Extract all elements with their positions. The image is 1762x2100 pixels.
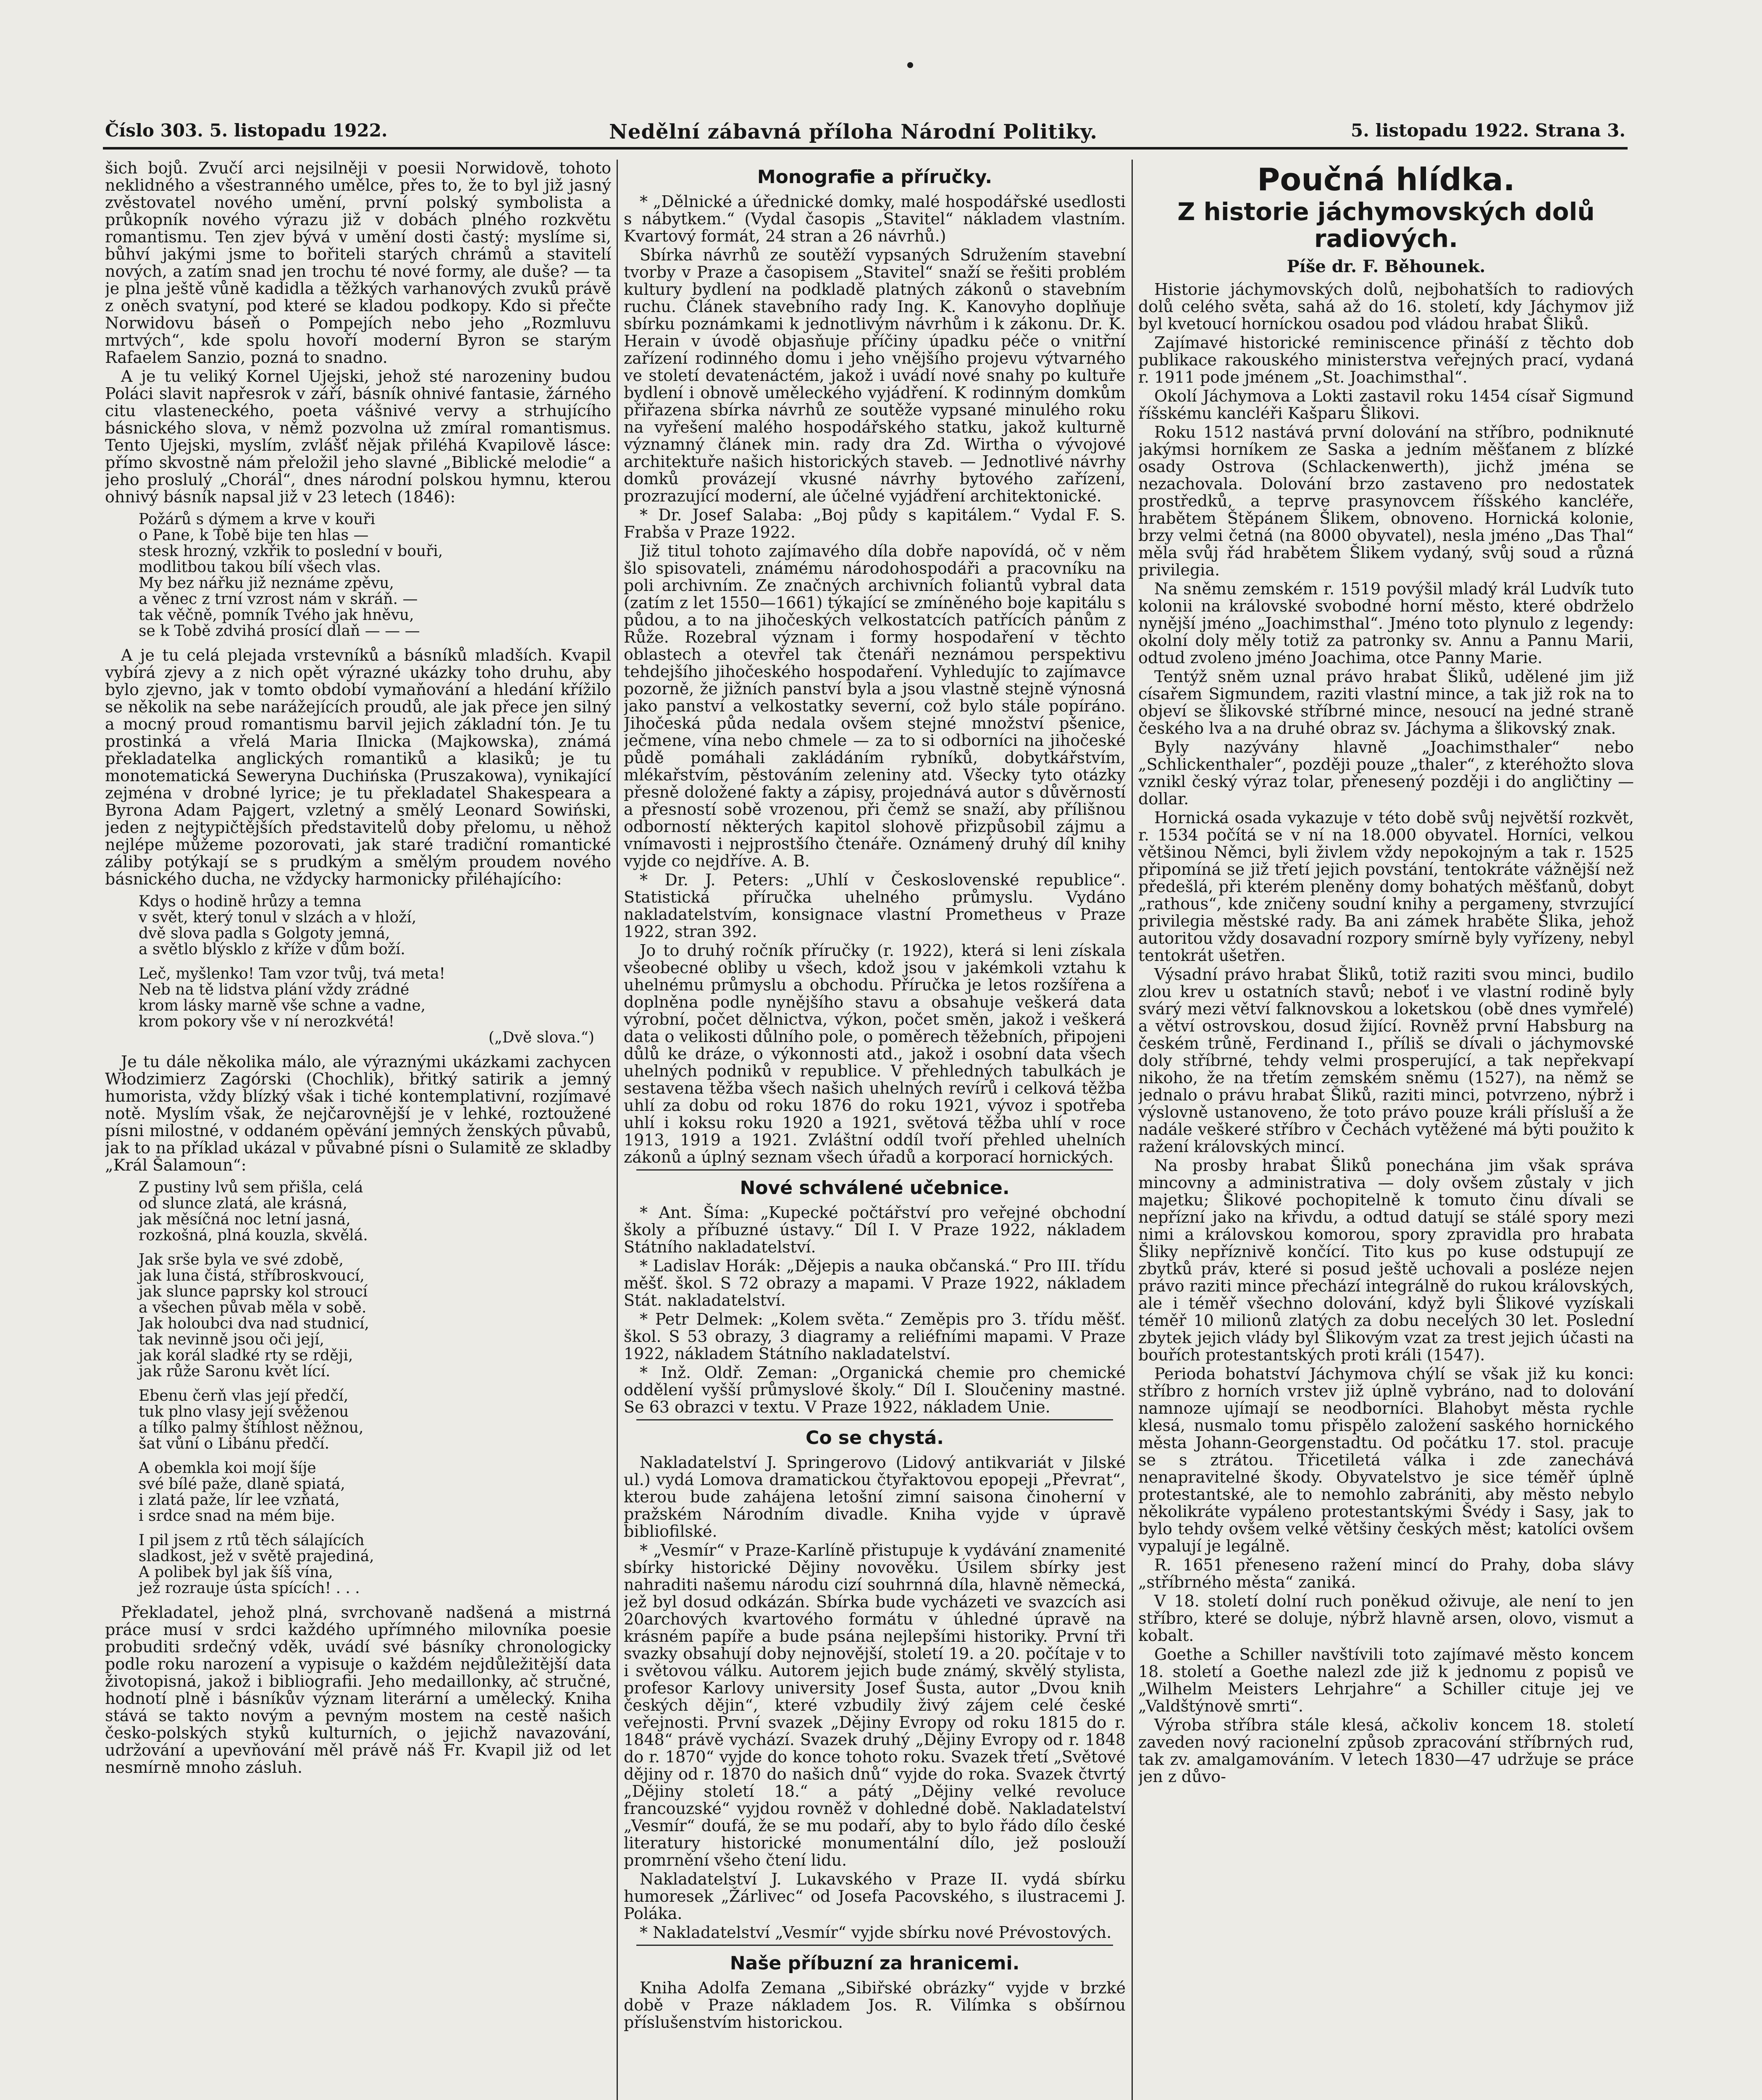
poem-line: A obemkla koi mojí šíje <box>139 1460 316 1477</box>
supplement-title: Nedělní zábavná příloha Národní Politiky. <box>609 120 1098 144</box>
poem-line: sladkost, jež v světě prajediná, <box>139 1548 374 1565</box>
poem-line: dvě slova padla s Golgoty jemná, <box>139 925 390 942</box>
poem-line: v svět, který tonul v slzách a v hloží, <box>139 909 417 926</box>
poem-choral <box>139 512 611 639</box>
poem-line: tuk plno vlasy její svěženou <box>139 1403 349 1420</box>
review-item: Nakladatelství J. Springerovo (Lidový antikvariát v Jilské ul.) vydá Lomova dramatickou čtyřaktovou epopeji „Převrat“, kterou bude zahájena letošní zimní saisona činoherní v pražském Národním divadle. Kniha vyjde v úpravě bibliofilské. <box>624 1453 1126 1541</box>
issue-number: Číslo 303. 5. listopadu 1922. <box>105 120 388 141</box>
paragraph: A je tu celá plejada vrstevníků a básníků mladších. Kvapil vybírá zjevy a z nich opět výrazné ukázky toho druhu, aby bylo zjevno, jak v tomto období vymaňování a hledání křížilo se několik na sebe narážejících proudů, ale jak přece jen silný a mocný proud romantismu barvil jejich základní tón. Je tu prostinká a vřelá Maria Ilnicka (Majkowska), známá překladatelka anglických romantiků a klasiků; je tu monotematická Seweryna Duchińska (Pruszakowa), vynikající zejména v drobné lyrice; je tu překladatel Shakespeara a Byrona Adam Pajgert, vzletný a smělý Leonard Sowiński, jeden z nejtypičtějších představitelů doby přelomu, u něhož nejlépe můžeme pozorovati, jak staré tradiční romantické záliby potýkají se s prudkým a smělým proudem nového básnického ducha, ne vždycky harmonicky přiléhajícího: <box>105 646 611 888</box>
paragraph: Hornická osada vykazuje v této době svůj největší rozkvět, r. 1534 počítá se v ní na 18.000 obyvatel. Horníci, velkou většinou Němci, byli živlem vždy nepokojným a tak r. 1525 připomíná se již třetí jejich povstání, tentokráte vážnější než předešlá, při kterém pleněny domy bohatých měšťanů, dobyt „rathous“, kde zničeny soudní knihy a pergameny, stvrzující privilegia městské rady. Ba ani zámek hraběte Šlika, jehož autoritou vždy dosavadní rozpory smírně byly vyřízeny, nebyl tentokrát ušetřen. <box>1138 808 1634 965</box>
paragraph: Zajímavé historické reminiscence přináší z těchto dob publikace rakouského ministerstva veřejných prací, vydaná r. 1911 pode jménem „St. Joachimsthal“. <box>1138 333 1634 386</box>
poem-line: jak korál sladké rty se rději, <box>139 1347 353 1364</box>
review-item: * Dr. J. Peters: „Uhlí v Československé republice“. Statistická příručka uhelného průmyslu. Vydáno nakladatelstvím, konsignace vlastní Prometheus v Praze 1922, stran 392. <box>624 871 1126 941</box>
article-section-title: Poučná hlídka. <box>1257 162 1515 198</box>
paragraph: Roku 1512 nastává první dolování na stříbro, podniknuté jakýmsi horníkem ze Saska a jedním měšťanem z blízké osady Ostrova (Schlackenwerth), jichž jména se nezachovala. Dolování brzo zastaveno pro nedostatek prostředků, a teprve prasynovcem říšského kancléře, hrabětem Štěpánem Šlikem, obnoveno. Hornická kolonie, brzy velmi četná (na 8000 obyvatel), nesla jméno „Das Thal“ měla svůj řád hrabětem Šlikem vydaný, svůj soud a různá privilegia. <box>1138 423 1634 579</box>
poem-line: krom lásky marně vše schne a vadne, <box>139 997 426 1014</box>
section-divider <box>636 1419 1113 1420</box>
article-author: Píše dr. F. Běhounek. <box>1287 257 1486 276</box>
poem-line: Neb na tě lidstva plání vždy zrádné <box>139 981 410 998</box>
paragraph: šich bojů. Zvučí arci nejsilněji v poesii Norwidově, tohoto neklidného a všestranného umělce, přes to, že to byl již jasný zvěstovatel nového umění, první polský symbolista a průkopník nového výrazu již v dobách plného rozkvětu romantismu. Ten zjev bývá v umění dosti častý: myslíme si, bůhví jakými jsme to bořiteli starých chrámů a stavitelí nových, a zatím snad jen trochu té nové formy, ale duše? — ta je plna ještě vůně kadidla a těžkých varhanových zvuků právě z oněch svatyní, pod které se kladou podkopy. Kdo si přečte Norwidovu báseň o Pompejích nebo jeho „Rozmluvu mrtvých“, kde spolu hovoří moderní Byron se starým Rafaelem Sanzio, pozná to snadno. <box>105 160 611 367</box>
paragraph: Na prosby hrabat Šliků ponechána jim však správa mincovny a administrativa — doly ovšem zůstaly v jich majetku; Šlikové pochopitelně k tomuto činu dívali se nepřízní jako na křivdu, a odtud datují se stálé spory mezi nimi a královskou komorou, spory zpravidla pro hrabata Šliky nepříznivě končící. Tito kus po kuse odstupují ze zbytků práv, které si posud ještě uchovali a posléze nejen právo raziti mince přechází integrálně do rukou královských, ale i téměř všechno dolování, když byli Šlikové vyzískali téměř 10 milionů zlatých za dobu necelých 30 let. Poslední zbytek jejich vlády byl Šlikovým vzat za trest jejich účasti na bouřích protestantských proti králi (1547). <box>1138 1156 1634 1364</box>
poem-line: Jak holoubci dva nad studnicí, <box>139 1315 369 1332</box>
punch-hole-dot <box>907 62 913 68</box>
poem-dve-slova <box>139 894 611 1046</box>
review-item: Nakladatelství J. Lukavského v Praze II. vydá sbírku humoresek „Žárlivec“ od Josefa Pacovského, s ilustracemi J. Poláka. <box>624 1870 1126 1923</box>
poem-line: šat vůní o Libánu předčí. <box>139 1435 330 1452</box>
paragraph: Perioda bohatství Jáchymova chýlí se však již ku konci: stříbro z horních vrstev již úplně vybráno, nad to dolování namnoze ujímají se neodborníci. Blahobyt města rychle klesá, nusmalo tomu přispělo založení saského hornického města Johann-Georgenstadtu. Od počátku 17. stol. pracuje se s ztrátou. Třicetiletá válka i zde zanechává nenapravitelné škody. Obyvatelstvo je sice téměř úplně protestantské, ale to nemohlo zabrániti, aby město nebylo několikráte vypáleno protestantskými Švédy i Sasy, jak to bylo tehdy ovšem velké většiny českých měst; katolíci ovšem vypalují je legálně. <box>1138 1365 1634 1555</box>
poem-line: Jak srše byla ve své zdobě, <box>139 1251 344 1268</box>
paragraph: Byly nazývány hlavně „Joachimsthaler“ nebo „Schlickenthaler“, později pouze „thaler“, z kteréhožto slova vznikl český výraz tolar, přenesený později i do angličtiny — dollar. <box>1138 738 1634 808</box>
column-divider-1 <box>617 160 618 2100</box>
poem-line: Z pustiny lvů sem přišla, celá <box>139 1179 363 1196</box>
paragraph: Okolí Jáchymova a Lokti zastavil roku 1454 císař Sigmund říšskému kancléři Kašparu Šlikovi. <box>1138 387 1634 423</box>
paragraph: Překladatel, jehož plná, svrchovaně nadšená a mistrná práce musí v srdci každého upřímného milovníka poesie probuditi srdečný vděk, uvádí své básníky chronologicky podle roku narození a vypisuje o každém nejdůležitější data životopisná, jakož i bibliografii. Jeho medaillonky, ač stručné, hodnotí plně i básníkův význam literární a umělecký. Kniha stává se takto novým a pevným mostem na cestě našich česko-polských styků kulturních, o jejichž navazování, udržování a upevňování měl právě náš Fr. Kvapil již od let nesmírně mnoho zásluh. <box>105 1603 611 1777</box>
review-item: * Petr Delmek: „Kolem světa.“ Zeměpis pro 3. třídu měšť. škol. S 53 obrazy, 3 diagramy a reliéfními mapami. V Praze 1922, nákladem Státního nakladatelství. <box>624 1310 1126 1363</box>
poem-sulamit <box>139 1180 611 1596</box>
section-divider <box>636 1169 1113 1171</box>
page-header <box>105 120 1625 145</box>
date-and-page: 5. listopadu 1922. Strana 3. <box>1351 120 1625 141</box>
poem-line: Kdys o hodině hrůzy a temna <box>139 893 362 910</box>
poem-line: tak věčně, pomník Tvého jak hněvu, <box>139 606 414 624</box>
poem-line: krom pokory vše v ní nerozkvétá! <box>139 1013 395 1030</box>
review-item: Jo to druhý ročník příručky (r. 1922), která si leni získala všeobecné obliby u všech, kdož jsou v jakémkoli vztahu k uhelnému průmyslu a obchodu. Příručka je letos rozšířena a doplněna podle nynějšího stavu a obsahuje veškerá data výrobní, počet dělnictva, výkon, počet směn, jakož i veškerá data o velikosti důlního pole, o poměrech těžebních, připojeni důlů ke dráze, o výkonnosti atd., jakož i osobní data všech uhelných podniků v republice. V přehledných tabulkách je sestavena těžba všech našich uhelných revírů i celková těžba uhlí za dobu od roku 1876 do roku 1921, vývoz i spotřeba uhlí i koksu roku 1920 a 1921, světová těžba uhlí v roce 1913, 1919 a 1921. Zvláštní oddíl tvoří přehled uhelních zákonů a úplný seznam všech úřadů a korporací hornických. <box>624 941 1126 1166</box>
paragraph: Výsadní právo hrabat Šliků, totiž raziti svou minci, budilo zlou krev u ostatních stavů; neboť i ve vlastní rodině byly svárý mezi větví falknovskou a loketskou (obě dnes vymřelé) a větví ostrovskou, dosud žijící. Rovněž první Habsburg na českém trůně, Ferdinand I., příliš se dívali o jáchymovské doly stříbrné, tehdy velmi prosperující, a tak nepřekvapí nikoho, že na třetím zemském sněmu (1527), na němž se jednalo o právu hrabat Šliků, raziti minci, potvrzeno, nýbrž i výslovně ustanoveno, že toto právo pouze králi přísluší a že nadále veškeré stříbro v Čechách vytěžené má býti použito k ražení královských mincí. <box>1138 965 1634 1156</box>
paragraph: Výroba stříbra stále klesá, ačkoliv koncem 18. století zaveden nový racionelní způsob zpracování stříbrných rud, tak zv. amalgamováním. V letech 1830—47 udržuje se práce jen z důvo- <box>1138 1716 1634 1786</box>
poem-line: jak slunce paprsky kol stroucí <box>139 1283 368 1300</box>
stanza-gap <box>139 1380 611 1388</box>
paragraph: R. 1651 přeneseno ražení mincí do Prahy, doba slávy „stříbrného města“ zaniká. <box>1138 1556 1634 1591</box>
review-item: * „Vesmír“ v Praze-Karlíně přistupuje k vydávání znamenité sbírky historické Dějiny novověku. Úsilem sbírky jest nahraditi našemu národu cizí souhrnná díla, hlavně německá, jež byl dosud odkázán. Sbírka bude vycházeti ve svazcích asi 20archových kvartového formátu v úhledné úpravě na krásném papíře a bude psána nejlepšími historiky. První tři svazky obsahují doby nejnovější, století 19. a 20. počítaje v to i světovou válku. Autorem jejich bude známý, skvělý stylista, profesor Karlovy university Josef Šusta, autor „Dvou knih českých dějin“, které vzbudily živý zájem celé české veřejnosti. První svazek „Dějiny Evropy od roku 1815 do r. 1848“ právě vychází. Svazek druhý „Dějiny Evropy od r. 1848 do r. 1870“ vyjde do konce tohoto roku. Svazek třetí „Světové dějiny od r. 1870 do našich dnů“ vyjde do roka. Svazek čtvrtý „Dějiny století 18.“ a pátý „Dějiny velké revoluce francouzské“ vyjdou rovněž v dohledné době. Nakladatelství „Vesmír“ doufá, že se mu podaří, aby to bylo řádo dílo české literatury historické monumentální dílo, jež poslouží promrnění všeho čtení lidu. <box>624 1541 1126 1869</box>
stanza-gap <box>139 1244 611 1252</box>
poem-line: stesk hrozný, vzkřik to poslední v bouři, <box>139 543 443 560</box>
section-heading-monographs: Monografie a příručky. <box>757 166 993 188</box>
section-divider <box>636 1945 1113 1946</box>
poem-line: Požárů s dýmem a krve v kouři <box>139 511 376 528</box>
poem-line: a věnec z trní vzrost nám v skráň. — <box>139 591 418 608</box>
poem-line: a tílko palmy štíhlost něžnou, <box>139 1419 364 1436</box>
article-title: Z historie jáchymovských dolů radiových. <box>1177 197 1595 253</box>
section-heading-abroad: Naše příbuzní za hranicemi. <box>730 1953 1020 1974</box>
paragraph: Historie jáchymovských dolů, nejbohatších to radiových dolů celého světa, sahá až do 16. století, kdy Jáchymov již byl kvetoucí horníckou osadou pod vládou hrabat Šliků. <box>1138 280 1634 333</box>
column-3-jachymov-history <box>1138 160 1634 2100</box>
review-item: * Ladislav Horák: „Dějepis a nauka občanská.“ Pro III. třídu měšť. škol. S 72 obrazy a mapami. V Praze 1922, nákladem Stát. nakladatelství. <box>624 1257 1126 1310</box>
header-rule <box>103 147 1628 150</box>
poem-line: My bez nářku již neznáme zpěvu, <box>139 575 394 592</box>
stanza-gap <box>139 1452 611 1460</box>
paragraph: Tentýž sněm uznal právo hrabat Šliků, udělené jim již císařem Sigmundem, raziti vlastní mince, a tak již rok na to objeví se šlikovské stříbrné mince, nesoucí na jedné straně českého lva a na druhé obraz sv. Jáchyma a šlikovský znak. <box>1138 667 1634 738</box>
poem-line: modlitbou takou bílí všech vlas. <box>139 559 381 576</box>
poem-line: a světlo blýsklo z kříže v dům boží. <box>139 941 405 958</box>
poem-line: jež rozrauje ústa spících! . . . <box>139 1580 360 1597</box>
poem-line: i srdce snad na mém bije. <box>139 1507 335 1525</box>
poem-line: Ebenu čerň vlas její předčí, <box>139 1387 349 1404</box>
review-item: Sbírka návrhů ze soutěží vypsaných Sdružením stavební tvorby v Praze a časopisem „Stavitel“ snaží se řešiti problém kultury bydlení na podkladě platných zákonů o stavebním ruchu. Článek stavebního rady Ing. K. Kanovyho doplňuje sbírku poznámkami k jednotlivým návrhům i k zákonu. Dr. K. Herain v úvodě objasňuje příčiny úpadku péče o vnitřní zařízení rodinného domu i jeho vnějšího projevu výtvarného ve století devatenáctém, jakož i uvádí nové snahy po kultuře bydlení i obnově uměleckého vyjádření. K rodinným domkům přiřazena sbírka návrhů ze soutěže vypsané minulého roku na vyřešení malého hospodářského statku, jakož kulturně významný článek min. rady dra Zd. Wirtha o vývojové architektuře našich historických staveb. — Jednotlivé návrhy domků provázejí vkusné návrhy bytového zařízení, prozrazující moderní, ale účelné vyjádření architektonické. <box>624 246 1126 505</box>
poem-line: jak luna čistá, stříbroskvoucí, <box>139 1267 365 1284</box>
stanza-gap <box>139 958 611 966</box>
paragraph: A je tu veliký Kornel Ujejski, jehož sté narozeniny budou Poláci slavit napřesrok v září, básník ohnivé fantasie, žárného citu vlasteneckého, poeta vášnivé vervy a strhujícího básnického slova, v němž pozvolna už zmíral romantismus. Tento Ujejski, myslím, zvlášť nějak přiléhá Kvapilově lásce: přímo skvostně nám přeložil jeho slavné „Biblické melodie“ a jeho proslulý „Chorál“, dnes národní polskou hymnu, kterou ohnivý básník napsal již v 23 letech (1846): <box>105 367 611 506</box>
review-item: * Ant. Šíma: „Kupecké počtářství pro veřejné obchodní školy a příbuzné ústavy.“ Díl I. V Praze 1922, nákladem Státního nakladatelství. <box>624 1203 1126 1256</box>
review-item: Kniha Adolfa Zemana „Sibiřské obrázky“ vyjde v brzké době v Praze nákladem Jos. R. Vilímka s obšírnou příslušenstvím historickou. <box>624 1979 1126 2032</box>
poem-line: jak měsíčná noc letní jasná, <box>139 1211 351 1228</box>
poem-line: se k Tobě zdvihá prosící dlaň — — — <box>139 622 420 640</box>
column-divider-2 <box>1132 160 1133 2100</box>
poem-line: své bílé paže, dlaně spiatá, <box>139 1475 345 1493</box>
paragraph: Goethe a Schiller navštívili toto zajímavé město koncem 18. století a Goethe nalezl zde již k jednomu z popisů ve „Wilhelm Meisters Lehrjahre“ a Schiller cituje jej ve „Valdštýnově smrti“. <box>1138 1645 1634 1715</box>
column-2-book-reviews <box>624 160 1126 2100</box>
poem-line: A polibek byl jak šíš vína, <box>139 1564 333 1581</box>
section-heading-upcoming: Co se chystá. <box>806 1427 944 1449</box>
stanza-gap <box>139 1524 611 1533</box>
poem-line: a všechen půvab měla v sobě. <box>139 1299 367 1316</box>
review-item: * Nakladatelství „Vesmír“ vyjde sbírku nové Prévostových. <box>640 1923 1112 1942</box>
poem-line: od slunce zlatá, ale krásná, <box>139 1195 347 1212</box>
review-item: Již titul tohoto zajímavého díla dobře napovídá, oč v něm šlo spisovateli, známému národohospodáři a pracovníku na poli archivním. Ze značných archivních foliantů vybral data (zatím z let 1550—1661) týkající se zmíněného boje kapitálu s půdou, a to na jihočeských velkostatcích patřících pánům z Růže. Rozebral význam i formy hospodaření v těchto oblastech a otevřel tak čtenáři neznámou perspektivu tehdejšího jihočeského hospodaření. Vyhledujíc to zajímavce pozorně, že jižních panství byla a jsou vlastně stejně výnosná jako panství a velkostatky severní, což bylo stále popíráno. Jihočeská půda nedala ovšem stejné množství pšenice, ječmene, vína nebo chmele — za to si odborníci na jihočeské půdě pomáhali zakládáním rybníků, dobytkářstvím, mlékařstvím, pěstováním zeleniny atd. Všecky tyto otázky přesně doložené fakty a zápisy, projednává autor s důvěrností a přesností sobě vrozenou, při čemž se snaží, aby přílišnou odborností některých kapitol slohově přizpůsobil zájmu a vnímavosti i nejprostšího čtenáře. Oznámený druhý díl knihy vyjde co nejdříve. A. B. <box>624 542 1126 870</box>
poem-line: rozkošná, plná kouzla, skvělá. <box>139 1227 368 1244</box>
poem-line: tak nevinně jsou oči její, <box>139 1331 324 1348</box>
poem-line: i zlatá paže, lír lee vzňatá, <box>139 1491 340 1509</box>
poem-line: I pil jsem z rtů těch sálajících <box>139 1532 365 1549</box>
poem-line: jak růže Saronu květ lící. <box>139 1363 331 1380</box>
paragraph: V 18. století dolní ruch poněkud oživuje, ale není to jen stříbro, které se doluje, nýbrž hlavně arsen, olovo, vismut a kobalt. <box>1138 1592 1634 1645</box>
paragraph: Na sněmu zemském r. 1519 povýšil mladý král Ludvík tuto kolonii na královské svobodné horní město, které obdrželo nynější jméno „Joachimsthal“. Jméno toto plynulo z legendy: okolní doly měly totiž za patronky sv. Annu a Pannu Marii, odtud zvoleno jméno Joachima, otce Panny Marie. <box>1138 580 1634 667</box>
paragraph: Je tu dále několika málo, ale výraznými ukázkami zachycen Włodzimierz Zagórski (Chochlik), břitký satirik a jemný humorista, vždy blízký však i tiché kontemplativní, rozjímavé notě. Myslím však, že nejčarovnější je v lehké, roztoužené písni milostné, v oddaném opěvání jemných ženských půvabů, jak to na příklad ukázal v půvabné písni o Sulamitě ze skladby „Král Šalamoun“: <box>105 1053 611 1174</box>
poem-source: („Dvě slova.“) <box>488 1029 594 1046</box>
poem-line: o Pane, k Tobě bije ten hlas — <box>139 527 369 544</box>
section-heading-textbooks: Nové schválené učebnice. <box>740 1177 1010 1199</box>
review-item: * Dr. Josef Salaba: „Boj půdy s kapitálem.“ Vydal F. S. Frabša v Praze 1922. <box>624 506 1126 541</box>
column-1-polish-poetry <box>105 160 611 2100</box>
review-item: * Inž. Oldř. Zeman: „Organická chemie pro chemické oddělení vyšší průmyslové školy.“ Díl I. Sloučeniny mastné. Se 63 obrazci v textu. V Praze 1922, nákladem Unie. <box>624 1363 1126 1416</box>
review-item: * „Dělnické a úřednické domky, malé hospodářské usedlosti s nábytkem.“ (Vydal časopis „Stavitel“ nákladem vlastním. Kvartový formát, 24 stran a 26 návrhů.) <box>624 192 1126 245</box>
poem-line: Leč, myšlenko! Tam vzor tvůj, tvá meta! <box>139 965 446 982</box>
